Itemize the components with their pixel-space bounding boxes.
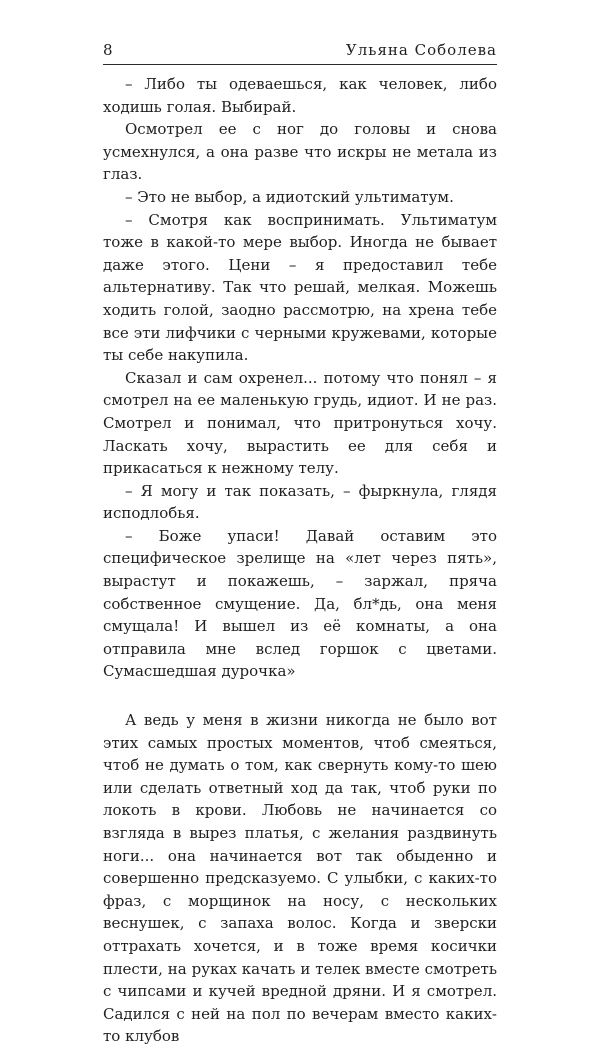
- paragraph: А ведь у меня в жизни никогда не было вот этих самых простых моментов, чтоб смеяться, чтоб не думать о том, как свернуть кому-то шею или сделать ответный ход да так, чтоб руки по локоть в крови. Любовь не начинается со взгляда в вырез платья, с желания раздвинуть ноги... она начинается вот так обыденно и совершенно предсказуемо. С улыбки, с каких-то фраз, с морщинок на носу, с нескольких веснушек, с запаха волос. Когда и зверски оттрахать хочется, и в тоже время косички плести, на руках качать и телек вместе смотреть с чипсами и кучей вредной дряни. И я смотрел. Садился с ней на пол по вечерам вместо каких-то клубов: [103, 711, 497, 1046]
- page-body: [103, 73, 497, 1048]
- paragraph: Сказал и сам охренел... потому что понял – я смотрел на ее маленькую грудь, идиот. И не раз. Смотрел и понимал, что притронуться хочу. Ласкать хочу, вырастить ее для себя и прикасаться к нежному телу.: [103, 368, 497, 478]
- paragraph: Осмотрел ее с ног до головы и снова усмехнулся, а она разве что искры не метала из глаз.: [103, 120, 497, 184]
- page-header: [103, 38, 497, 65]
- paragraph: – Это не выбор, а идиотский ультиматум.: [125, 187, 454, 206]
- page-number: 8: [103, 41, 113, 59]
- paragraph: – Я могу и так показать, – фыркнула, глядя исподлобья.: [103, 481, 497, 523]
- paragraph: – Смотря как воспринимать. Ультиматум тоже в какой-то мере выбор. Иногда не бывает даже этого. Цени – я предоставил тебе альтернативу. Так что решай, мелкая. Можешь ходить голой, заодно рассмотрю, на хрена тебе все эти лифчики с черными кружевами, которые ты себе накупила.: [103, 210, 497, 365]
- running-head-author: Ульяна Соболева: [345, 41, 497, 59]
- paragraph: – Либо ты одеваешься, как человек, либо ходишь голая. Выбирай.: [103, 75, 497, 116]
- paragraph: – Боже упаси! Давай оставим это специфическое зрелище на «лет через пять», вырастут и покажешь, – заржал, пряча собственное смущение. Да, бл*дь, она меня смущала! И вышел из её комнаты, а она отправила мне вслед горшок с цветами. Сумасшедшая дурочка»: [103, 526, 497, 681]
- section-break: [103, 683, 497, 709]
